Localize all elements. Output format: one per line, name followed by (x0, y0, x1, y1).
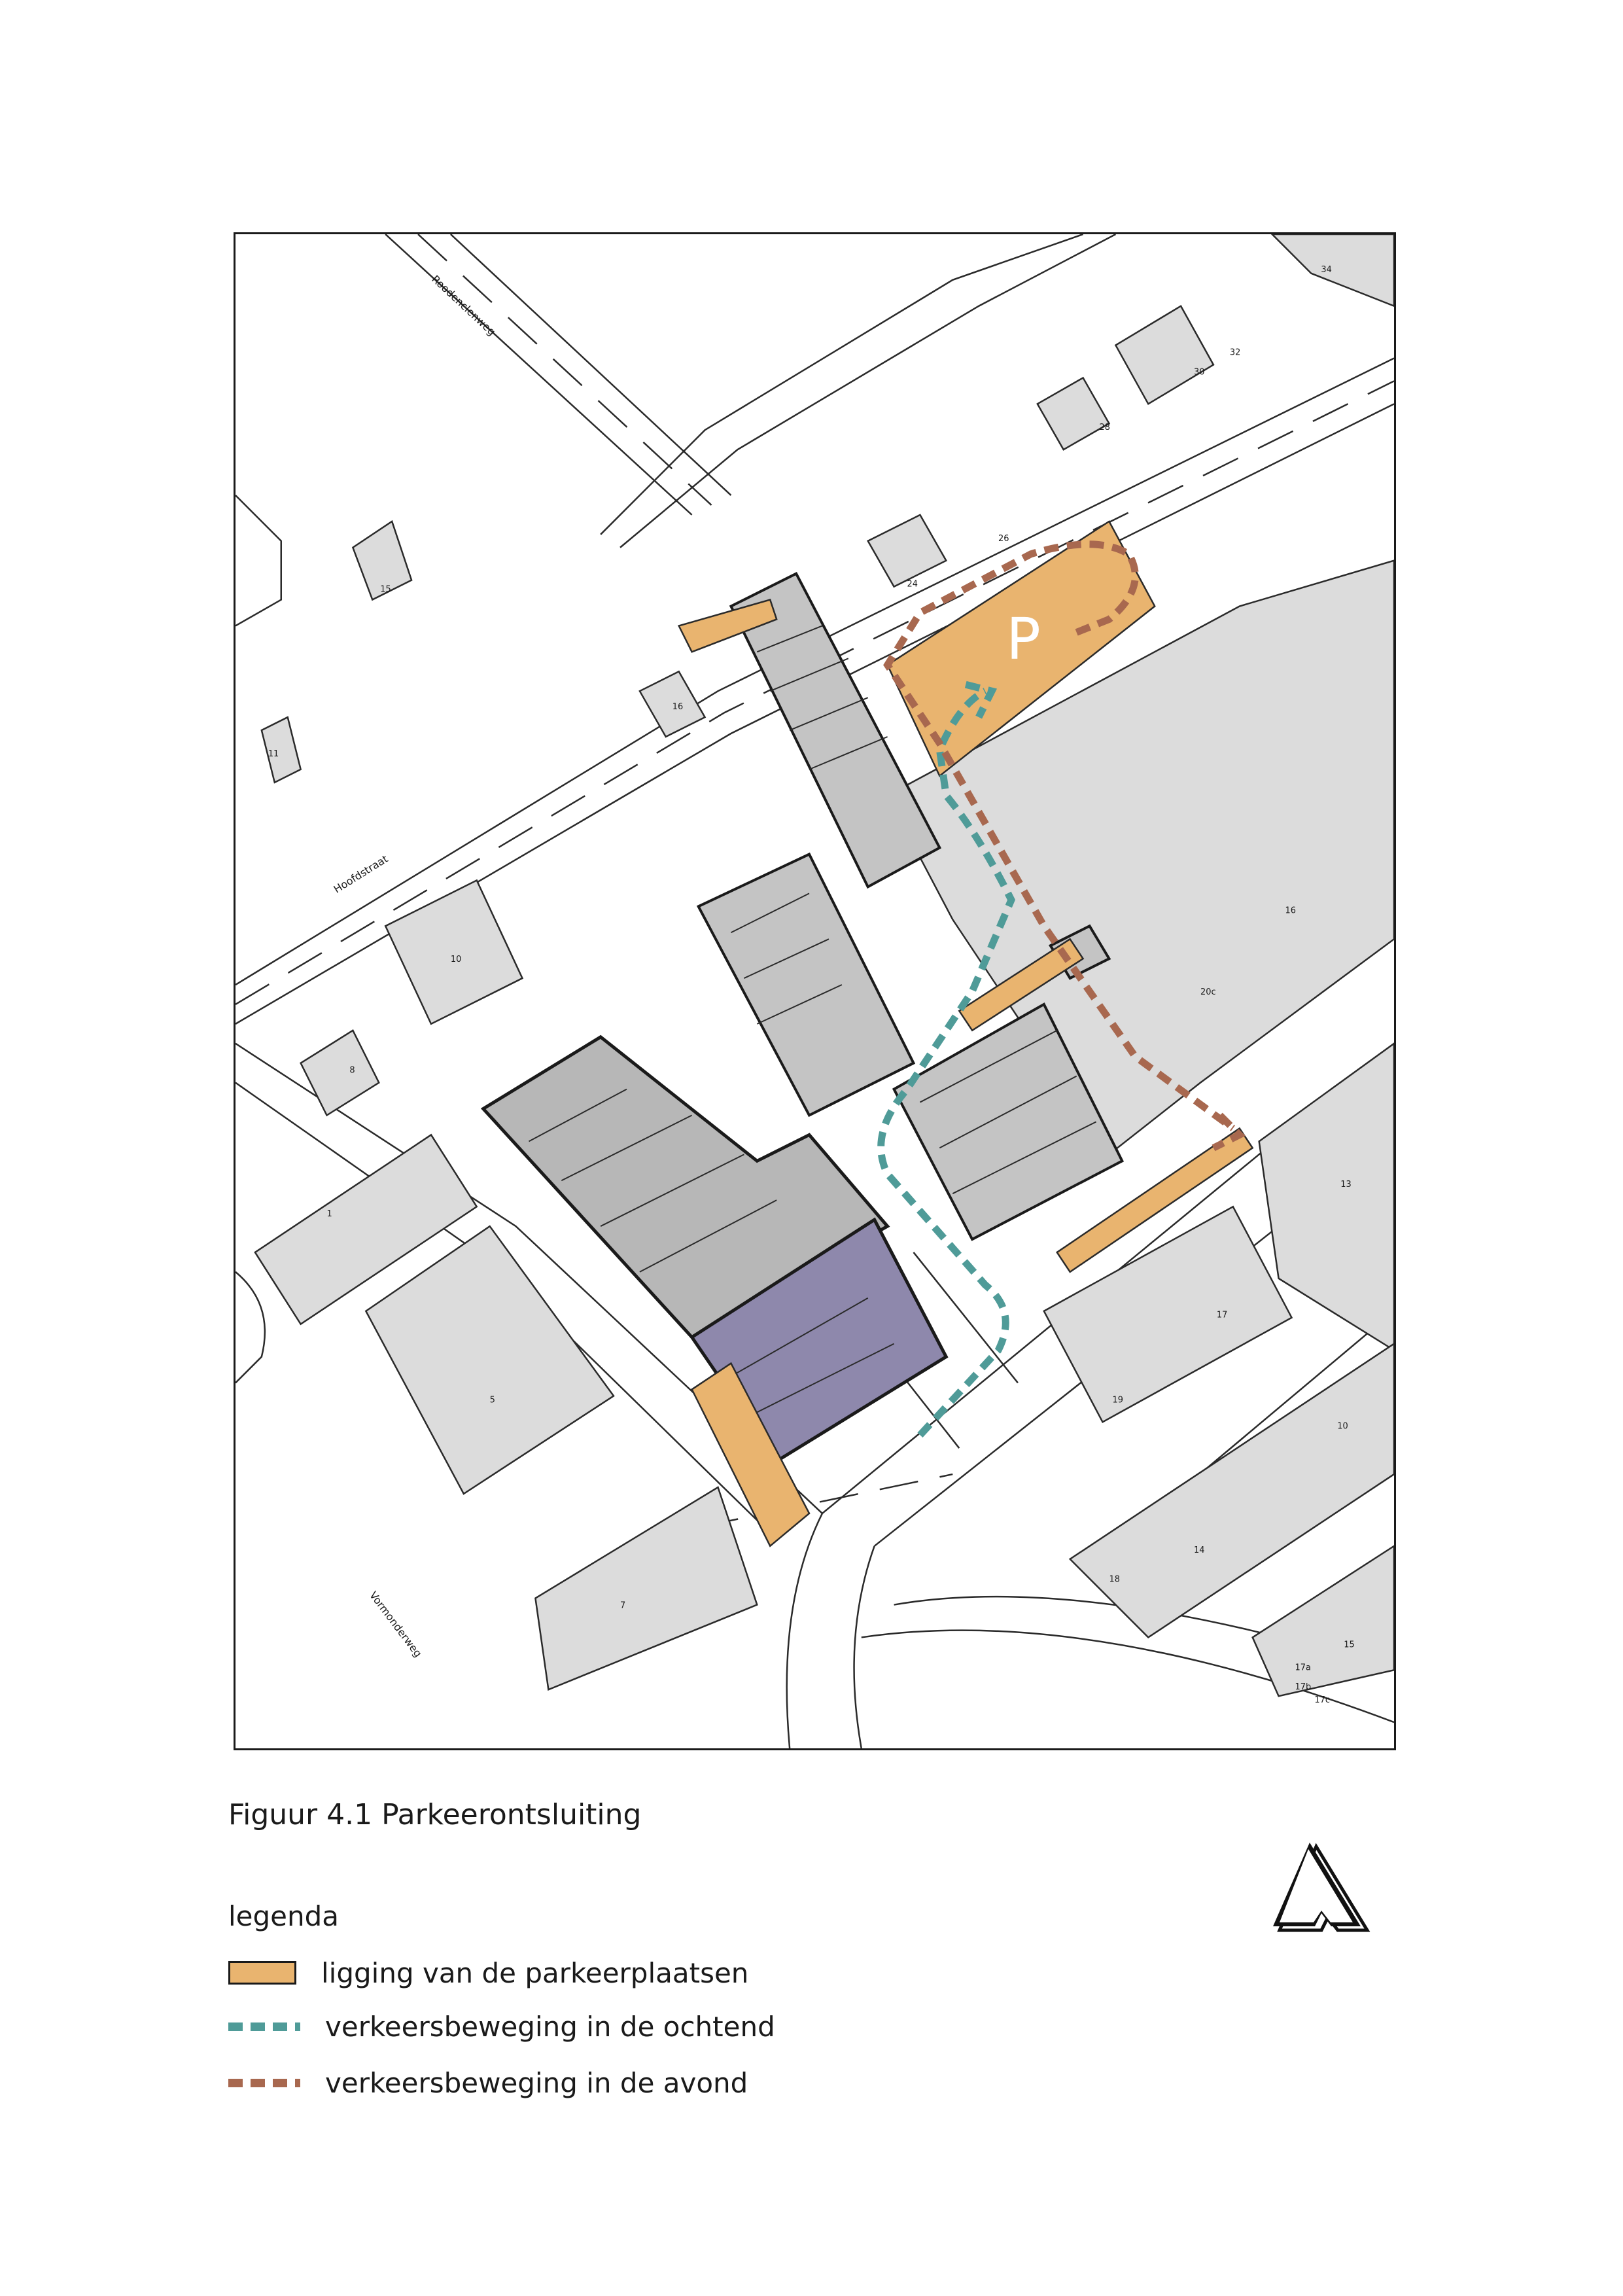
house-number: 10 (450, 955, 462, 965)
house-number: 32 (1229, 347, 1241, 358)
map-frame (234, 232, 1396, 1750)
house-number: 26 (998, 533, 1009, 544)
house-number: 15 (380, 584, 391, 595)
house-number: 34 (1321, 264, 1332, 275)
parking-label: P (1006, 605, 1041, 673)
legend-dash-evening (228, 2079, 300, 2087)
house-number: 16 (672, 702, 684, 713)
street-label-roodenclenweg: Roodenclenweg (429, 272, 498, 338)
house-number: 30 (1194, 367, 1205, 378)
house-number: 17a (1295, 1663, 1311, 1673)
house-number: 17 (1216, 1310, 1228, 1320)
house-number: 19 (1112, 1395, 1123, 1405)
legend-swatch-parking (228, 1961, 296, 1985)
house-number: 14 (1194, 1545, 1205, 1555)
house-number: 20c (1200, 987, 1216, 997)
house-number: 17b (1295, 1682, 1312, 1693)
house-number: 5 (489, 1395, 495, 1405)
street-label-vormonderweg: Vormonderweg (367, 1589, 425, 1660)
legend-item-parking (228, 1956, 748, 1989)
legend-item-evening (228, 2066, 748, 2099)
legend-title: legenda (228, 1900, 340, 1932)
house-number: 18 (1109, 1574, 1120, 1585)
house-number: 8 (349, 1065, 355, 1076)
house-number: 16 (1285, 906, 1297, 916)
legend-dash-morning (228, 2022, 300, 2031)
house-number: 15 (1344, 1640, 1355, 1650)
house-number: 28 (1099, 423, 1111, 433)
house-number: 7 (620, 1600, 626, 1611)
legend-label: verkeersbeweging in de ochtend (325, 2010, 775, 2043)
house-number: 10 (1337, 1421, 1348, 1432)
house-number: 13 (1340, 1180, 1352, 1190)
house-number: 11 (268, 749, 279, 759)
legend-label: verkeersbeweging in de avond (325, 2066, 748, 2099)
site-map (236, 234, 1394, 1748)
legend-label: ligging van de parkeerplaatsen (321, 1956, 749, 1989)
house-number: 17c (1314, 1695, 1331, 1706)
street-label-hoofdstraat: Hoofdstraat (331, 852, 391, 896)
house-number: 1 (326, 1209, 332, 1220)
figure-caption: Figuur 4.1 Parkeerontsluiting (228, 1798, 642, 1831)
legend-item-morning (228, 2010, 775, 2043)
house-number: 24 (907, 579, 918, 590)
north-arrow-icon (1263, 1835, 1374, 1939)
